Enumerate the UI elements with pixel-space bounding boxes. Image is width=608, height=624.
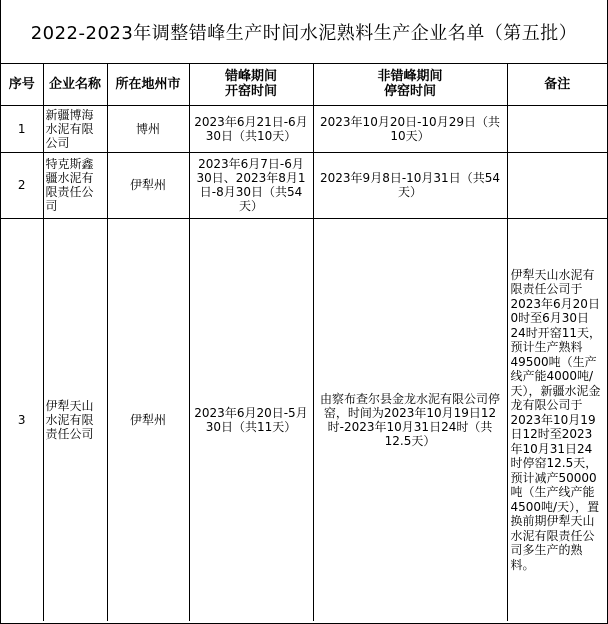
- document-title: 2022-2023年调整错峰生产时间水泥熟料生产企业名单（第五批）: [1, 0, 607, 64]
- cell-no: 3: [1, 218, 43, 621]
- table-header-row: [1, 64, 607, 105]
- cell-offpeak: 2023年9月8日-10月31日（共54天）: [313, 152, 507, 218]
- company-table: [1, 64, 607, 621]
- header-remark: 备注: [507, 64, 607, 105]
- header-peak-line1: 错峰期间: [224, 69, 277, 85]
- header-offpeak-line1: 非错峰期间: [377, 69, 443, 85]
- cell-remark: [507, 152, 607, 218]
- cell-peak: 2023年6月20日-5月30日（共11天）: [189, 218, 313, 621]
- header-no: 序号: [1, 64, 43, 105]
- table-row: [1, 105, 607, 152]
- cell-company: 伊犁天山水泥有限责任公司: [43, 218, 107, 621]
- cell-peak: 2023年6月7日-6月30日、2023年8月1日-8月30日（共54天）: [189, 152, 313, 218]
- cell-offpeak: 由察布查尔县金龙水泥有限公司停窑，时间为2023年10月19日12时-2023年10月31日24时（共12.5天）: [313, 218, 507, 621]
- header-offpeak-line2: 停窑时间: [383, 84, 436, 100]
- header-peak-period: [189, 64, 313, 105]
- cell-company: 新疆博海水泥有限公司: [43, 105, 107, 152]
- table-row: [1, 218, 607, 621]
- cell-region: 伊犁州: [107, 218, 189, 621]
- cell-region: 博州: [107, 105, 189, 152]
- header-company: 企业名称: [43, 64, 107, 105]
- cell-region: 伊犁州: [107, 152, 189, 218]
- cell-peak: 2023年6月21日-6月30日（共10天）: [189, 105, 313, 152]
- header-peak-line2: 开窑时间: [224, 84, 277, 100]
- header-region: 所在地州市: [107, 64, 189, 105]
- cell-no: 1: [1, 105, 43, 152]
- cell-remark: [507, 105, 607, 152]
- cell-offpeak: 2023年10月20日-10月29日（共10天）: [313, 105, 507, 152]
- table-row: [1, 152, 607, 218]
- cell-no: 2: [1, 152, 43, 218]
- cell-company: 特克斯鑫疆水泥有限责任公司: [43, 152, 107, 218]
- cell-remark: 伊犁天山水泥有限责任公司于2023年6月20日0时至6月30日24时开窑11天，预计生产熟料49500吨（生产线产能4000吨/天），新疆水泥金龙有限公司于2023年10月19日12时至2023年10月31日24时停窑12.5天，预计减产50000吨（生产线产能4500吨/天），置换前期伊犁天山水泥有限责任公司多生产的熟料。: [507, 218, 607, 621]
- header-offpeak-period: [313, 64, 507, 105]
